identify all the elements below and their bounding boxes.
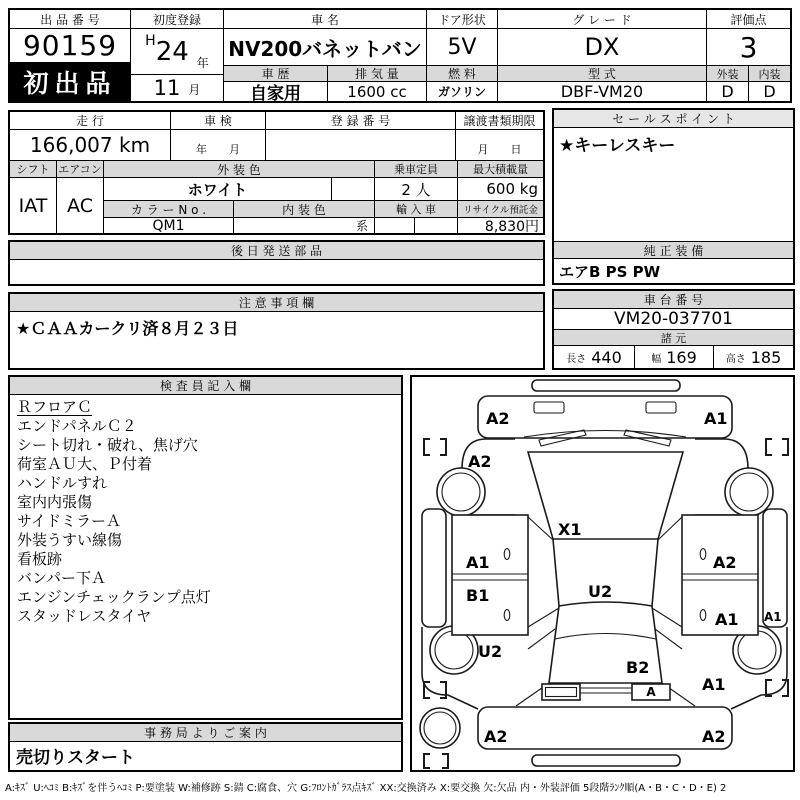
office-label: 事 務 局 よ り ご 案 内	[10, 724, 401, 742]
exterior-color-extra-cell	[331, 178, 374, 201]
inspector-item: 看板跡	[17, 550, 63, 568]
mileage-value: 166,007 km	[10, 130, 170, 161]
exterior-color-label: 外 装 色	[103, 161, 374, 178]
damage-marker-left-rear-quarter: U2	[478, 642, 503, 661]
import-label: 輸 入 車	[374, 201, 457, 218]
damage-marker-left-sliding-door: B1	[466, 586, 490, 605]
inspector-item: スタッドレスタイヤ	[17, 607, 152, 625]
middle-table	[8, 110, 545, 235]
sales-point-box	[552, 108, 795, 285]
inspector-item: ＲフロアＣ	[17, 398, 93, 416]
fuel-value: ガソリン	[426, 82, 497, 101]
year-suffix: 年	[196, 56, 209, 70]
car-name-label: 車 名	[223, 10, 426, 29]
damage-marker-front-bumper-left: A2	[486, 409, 510, 428]
exterior-color-value: ホワイト	[103, 178, 331, 201]
later-parts-box	[8, 240, 545, 286]
inspector-item: エンジンチェックランプ点灯	[17, 588, 211, 606]
damage-marker-roof: U2	[588, 582, 613, 601]
import-value-right	[414, 218, 457, 233]
payload-value: 600 kg	[457, 178, 543, 201]
inspector-item: ハンドルすれ	[17, 474, 108, 492]
damage-marker-left-front-fender: A2	[468, 452, 492, 471]
equipment-value: エアB PS PW	[559, 262, 661, 281]
capacity-value: 2 人	[374, 178, 457, 201]
spec-label: 諸 元	[554, 330, 793, 346]
sales-point-value: ★キーレスキー	[559, 136, 676, 156]
aircon-value: AC	[56, 178, 103, 233]
height-label: 高さ	[725, 353, 746, 365]
fuel-label: 燃 料	[426, 65, 497, 82]
width-value: 169	[666, 347, 697, 367]
spare-tire	[420, 708, 460, 748]
interior-color-label: 内 装 色	[233, 201, 374, 218]
transfer-docs-label: 譲渡書類期限	[455, 112, 543, 130]
legend-text: A:ｷｽﾞ U:ﾍｺﾐ B:ｷｽﾞを伴うﾍｺﾐ P:要塗装 W:補修跡 S:錆 C:腐食、穴 G:ﾌﾛﾝﾄｶﾞﾗｽ点ｷｽﾞ XX:交換済み X:要交換 欠:欠品 内・外装評価 5段階ﾗﾝｸ順(A・B・C・D・E) 2	[5, 783, 727, 794]
interior-grade-label: 内装	[748, 65, 790, 82]
door-shape-value: 5V	[426, 29, 497, 65]
equipment-label: 純 正 装 備	[554, 241, 793, 259]
model-code-value: DBF-VM20	[497, 82, 706, 101]
spec-width-cell	[634, 346, 713, 368]
inspector-item: バンパー下Ａ	[17, 569, 106, 587]
score-value: 3	[706, 29, 790, 65]
chassis-number-label: 車 台 番 号	[554, 291, 793, 309]
notes-value: ★ＣＡＡカークリ済８月２３日	[16, 319, 239, 338]
office-box	[8, 722, 403, 772]
spec-height-cell	[713, 346, 793, 368]
capacity-label: 乗車定員	[374, 161, 457, 178]
width-label: 幅	[651, 353, 662, 365]
damage-marker-left-front-door: A1	[466, 553, 490, 572]
aircon-label: エアコン	[56, 161, 103, 178]
damage-marker-rear-bumper-right: A2	[702, 727, 726, 746]
recycle-deposit-label: リサイクル預託金	[457, 201, 543, 218]
inspector-item: 外装うすい線傷	[17, 531, 123, 549]
inspector-label: 検 査 員 記 入 欄	[10, 377, 401, 395]
inspector-item: エンドパネルＣ２	[17, 417, 137, 435]
vehicle-outline	[420, 380, 788, 768]
inspector-item: シート切れ・破れ、焦げ穴	[17, 436, 198, 454]
displacement-label: 排 気 量	[327, 65, 426, 82]
damage-marker-windshield: X1	[558, 520, 582, 539]
shaken-value: 年 月	[170, 130, 265, 161]
notes-label: 注 意 事 項 欄	[10, 294, 543, 312]
inspector-box	[8, 375, 403, 720]
damage-marker-right-front-door: A2	[713, 553, 737, 572]
first-registration-month	[130, 74, 223, 101]
mileage-label: 走 行	[10, 112, 170, 130]
score-label: 評価点	[706, 10, 790, 29]
payload-label: 最大積載量	[457, 161, 543, 178]
exterior-grade-label: 外装	[706, 65, 748, 82]
inspector-item: 室内内張傷	[17, 493, 93, 511]
chassis-number-value: VM20-037701	[554, 309, 793, 330]
top-table	[8, 8, 792, 103]
color-no-value: QM1	[103, 218, 233, 233]
first-listing-badge: 初出品	[10, 62, 130, 101]
registration-number-label: 登 録 番 号	[265, 112, 455, 130]
import-value-left	[374, 218, 414, 233]
grade-value: DX	[497, 29, 706, 65]
spec-length-cell	[554, 346, 634, 368]
first-registration-year	[130, 29, 223, 74]
length-value: 440	[591, 347, 622, 367]
damage-marker-rear-plate-area: A	[646, 685, 656, 699]
inspector-list	[10, 395, 401, 718]
recycle-deposit-value: 8,830円	[457, 218, 543, 233]
later-parts-label: 後 日 発 送 部 品	[10, 242, 543, 260]
length-label: 長さ	[566, 353, 587, 365]
damage-marker-rear-gate: B2	[626, 658, 650, 677]
interior-grade-value: D	[748, 82, 790, 101]
month-suffix: 月	[188, 83, 201, 97]
grade-label: グ レ ー ド	[497, 10, 706, 29]
shift-value: IAT	[18, 194, 48, 217]
interior-color-value: 系	[233, 218, 374, 233]
height-value: 185	[750, 347, 782, 367]
damage-marker-right-sliding-door: A1	[715, 610, 739, 629]
damage-diagram-box	[410, 375, 795, 772]
color-no-label: カ ラ ー N o .	[103, 201, 233, 218]
damage-marker-right-rear-quarter: A1	[702, 675, 726, 694]
transfer-docs-value: 月 日	[455, 130, 543, 161]
door-shape-label: ドア形状	[426, 10, 497, 29]
chassis-box	[552, 289, 795, 370]
damage-marker-rear-bumper-left: A2	[484, 727, 508, 746]
lot-number-label: 出 品 番 号	[10, 10, 130, 29]
reg-month: 11	[153, 76, 181, 100]
inspector-item: サイドミラーＡ	[17, 512, 121, 530]
shift-label: シフト	[10, 161, 56, 178]
registration-number-value	[265, 130, 455, 161]
era-prefix: H	[145, 33, 156, 49]
reg-year: 24	[155, 36, 189, 67]
lot-number: 90159	[22, 29, 118, 62]
inspector-item: 荷室ＡＵ大、Ｐ付着	[17, 455, 153, 473]
history-value: 自家用	[223, 82, 327, 101]
shaken-label: 車 検	[170, 112, 265, 130]
vehicle-damage-diagram	[412, 377, 793, 770]
later-parts-value	[10, 260, 543, 284]
history-label: 車 歴	[223, 65, 327, 82]
office-value: 売切りスタート	[16, 748, 135, 768]
notes-box	[8, 292, 545, 370]
exterior-grade-value: D	[706, 82, 748, 101]
displacement-value: 1600 cc	[327, 82, 426, 101]
sales-point-label: セ ー ル ス ポ イ ン ト	[554, 110, 793, 128]
model-code-label: 型 式	[497, 65, 706, 82]
first-registration-label: 初度登録	[130, 10, 223, 29]
damage-marker-right-sill: A1	[764, 610, 782, 624]
damage-marker-front-bumper-right: A1	[704, 409, 728, 428]
car-name: NV200バネットバン	[223, 29, 426, 65]
